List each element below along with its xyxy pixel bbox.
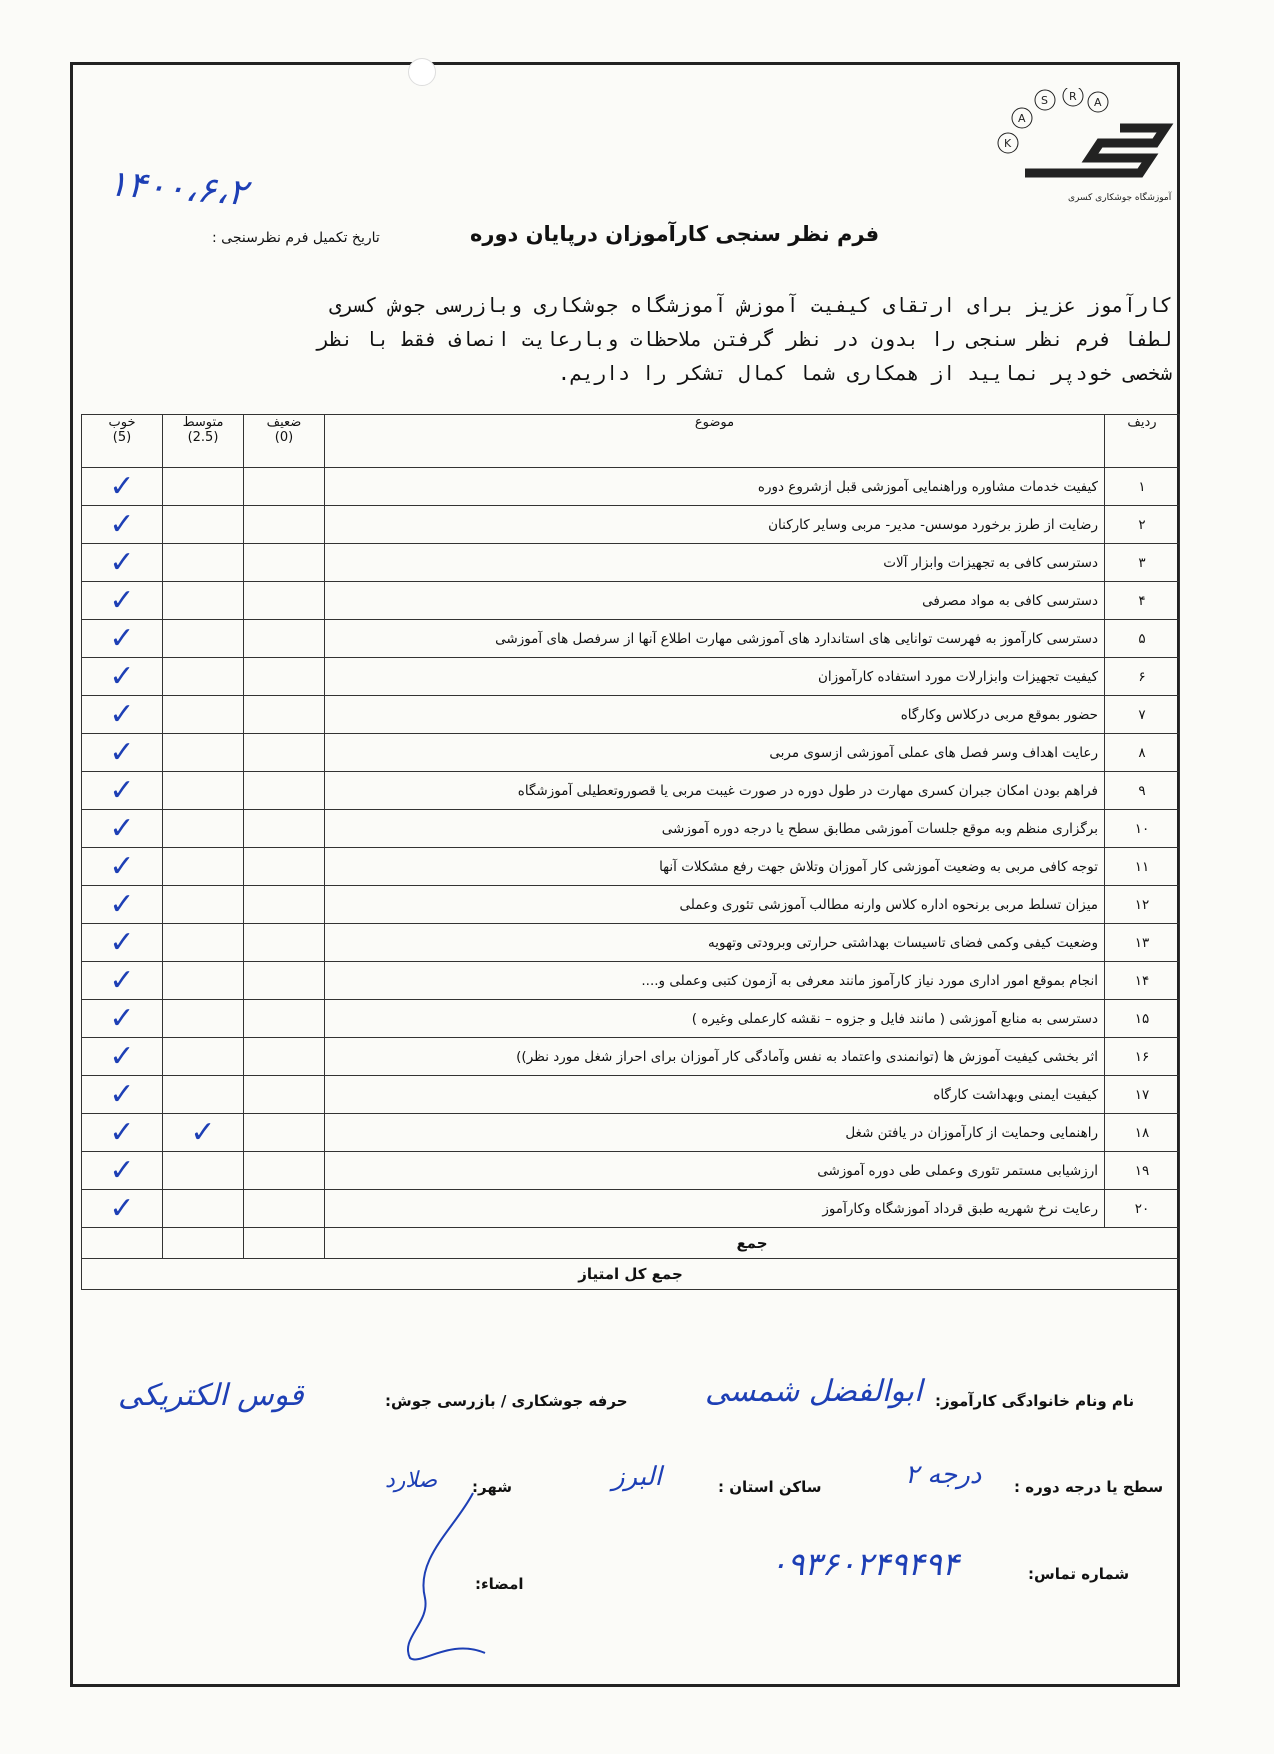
row-number: ۲۰ (1105, 1190, 1180, 1228)
row-topic: اثر بخشی کیفیت آموزش ها (توانمندی واعتماد به نفس وآمادگی کار آموزان برای احراز شغل مورد نظر)) (325, 1038, 1105, 1076)
city-value: صلارد (385, 1468, 438, 1493)
sign-label: امضاء: (475, 1575, 524, 1593)
table-row (82, 1190, 1180, 1228)
province-label: ساکن استان : (718, 1478, 822, 1496)
row-medium-cell[interactable] (163, 1038, 244, 1076)
logo-subtitle: آموزشگاه جوشکاری کسری (1068, 193, 1172, 203)
table-header-row (82, 415, 1180, 468)
table-row (82, 658, 1180, 696)
punch-hole (408, 58, 436, 86)
header-topic: موضوع (325, 415, 1105, 468)
phone-value: ۰۹۳۶۰۲۴۹۴۹۴ (770, 1545, 960, 1583)
row-good-cell[interactable]: ✓ (82, 658, 163, 696)
row-weak-cell[interactable] (244, 696, 325, 734)
row-medium-cell[interactable] (163, 1152, 244, 1190)
table-row (82, 1114, 1180, 1152)
table-row (82, 924, 1180, 962)
total-row (82, 1259, 1180, 1290)
header-medium: متوسط (2.5) (163, 415, 244, 468)
row-topic: برگزاری منظم وبه موقع جلسات آموزشی مطابق سطح یا درجه دوره آموزشی (325, 810, 1105, 848)
header-row-number: ردیف (1105, 415, 1180, 468)
row-topic: دسترسی کافی به تجهیزات وابزار آلات (325, 544, 1105, 582)
row-good-cell[interactable]: ✓ (82, 468, 163, 506)
row-medium-cell[interactable] (163, 696, 244, 734)
row-number: ۵ (1105, 620, 1180, 658)
sum-row (82, 1228, 1180, 1259)
row-topic: رضایت از طرز برخورد موسس- مدیر- مربی وسایر کارکنان (325, 506, 1105, 544)
row-number: ۱۵ (1105, 1000, 1180, 1038)
row-number: ۳ (1105, 544, 1180, 582)
row-medium-cell[interactable] (163, 1000, 244, 1038)
row-topic: دسترسی کافی به مواد مصرفی (325, 582, 1105, 620)
row-weak-cell[interactable] (244, 810, 325, 848)
row-number: ۹ (1105, 772, 1180, 810)
row-good-cell[interactable]: ✓ (82, 924, 163, 962)
row-weak-cell[interactable] (244, 734, 325, 772)
row-weak-cell[interactable] (244, 1076, 325, 1114)
row-good-cell[interactable]: ✓ (82, 1190, 163, 1228)
table-row (82, 1000, 1180, 1038)
sum-medium (163, 1228, 244, 1259)
table-row (82, 810, 1180, 848)
row-number: ۱۶ (1105, 1038, 1180, 1076)
table-row (82, 886, 1180, 924)
table-row (82, 1076, 1180, 1114)
row-good-cell[interactable]: ✓ (82, 1152, 163, 1190)
logo-letter: R (1069, 90, 1077, 103)
row-medium-cell[interactable] (163, 658, 244, 696)
row-topic: انجام بموقع امور اداری مورد نیاز کارآموز مانند معرفی به آزمون کتبی وعملی و.... (325, 962, 1105, 1000)
row-topic: وضعیت کیفی وکمی فضای تاسیسات بهداشتی حرارتی وبرودتی وتهویه (325, 924, 1105, 962)
row-good-cell[interactable]: ✓ (82, 506, 163, 544)
row-medium-cell[interactable] (163, 810, 244, 848)
row-medium-cell[interactable] (163, 886, 244, 924)
row-good-cell[interactable]: ✓ (82, 1076, 163, 1114)
table-row (82, 734, 1180, 772)
date-label: تاریخ تکمیل فرم نظرسنجی : (212, 230, 380, 246)
row-topic: ارزشیابی مستمر تئوری وعملی طی دوره آموزشی (325, 1152, 1105, 1190)
row-weak-cell[interactable] (244, 1114, 325, 1152)
row-medium-cell[interactable] (163, 772, 244, 810)
sum-good (82, 1228, 163, 1259)
row-number: ۱۳ (1105, 924, 1180, 962)
header-good: خوب (5) (82, 415, 163, 468)
row-medium-cell[interactable] (163, 506, 244, 544)
table-row (82, 544, 1180, 582)
row-good-cell[interactable]: ✓ (82, 582, 163, 620)
sum-label: جمع (325, 1228, 1180, 1259)
row-topic: حضور بموقع مربی درکلاس وکارگاه (325, 696, 1105, 734)
row-good-cell[interactable]: ✓ (82, 772, 163, 810)
table-row (82, 772, 1180, 810)
row-topic: میزان تسلط مربی برنحوه اداره کلاس وارنه مطالب آموزشی تئوری وعملی (325, 886, 1105, 924)
row-good-cell[interactable]: ✓ (82, 962, 163, 1000)
table-row (82, 962, 1180, 1000)
row-number: ۱۷ (1105, 1076, 1180, 1114)
row-good-cell[interactable]: ✓ (82, 620, 163, 658)
intro-line: شخصی خودپر نمایید از همکاری شما کمال تشکر را داریم. (557, 361, 1172, 385)
row-number: ۲ (1105, 506, 1180, 544)
row-topic: فراهم بودن امکان جبران کسری مهارت در طول دوره در صورت غیبت مربی یا قصوروتعطیلی آموزشگاه (325, 772, 1105, 810)
level-label: سطح یا درجه دوره : (1014, 1478, 1164, 1496)
row-topic: رعایت اهداف وسر فصل های عملی آموزشی ازسوی مربی (325, 734, 1105, 772)
sum-weak (244, 1228, 325, 1259)
table-row (82, 848, 1180, 886)
survey-table (81, 414, 1180, 1290)
date-value: ۱۴۰۰،۶،۲ (106, 163, 249, 214)
header-weak: ضعیف (0) (244, 415, 325, 468)
row-medium-cell[interactable] (163, 1076, 244, 1114)
row-good-cell[interactable]: ✓ (82, 886, 163, 924)
row-weak-cell[interactable] (244, 620, 325, 658)
row-weak-cell[interactable] (244, 1152, 325, 1190)
row-number: ۷ (1105, 696, 1180, 734)
kasra-logo (980, 88, 1180, 218)
row-topic: توجه کافی مربی به وضعیت آموزشی کار آموزان وتلاش جهت رفع مشکلات آنها (325, 848, 1105, 886)
row-good-cell[interactable]: ✓ (82, 1038, 163, 1076)
row-topic: دسترسی به منابع آموزشی ( مانند فایل و جزوه – نقشه کارعملی وغیره ) (325, 1000, 1105, 1038)
table-row (82, 1038, 1180, 1076)
level-value: درجه ۲ (905, 1460, 982, 1490)
row-medium-cell[interactable] (163, 582, 244, 620)
trade-label: حرفه جوشکاری / بازرسی جوش: (385, 1392, 628, 1410)
logo-letter: S (1041, 94, 1048, 107)
row-weak-cell[interactable] (244, 468, 325, 506)
row-medium-cell[interactable] (163, 468, 244, 506)
row-number: ۱۰ (1105, 810, 1180, 848)
table-row (82, 582, 1180, 620)
row-weak-cell[interactable] (244, 506, 325, 544)
row-weak-cell[interactable] (244, 886, 325, 924)
row-weak-cell[interactable] (244, 1000, 325, 1038)
row-medium-cell[interactable] (163, 848, 244, 886)
row-medium-cell[interactable] (163, 924, 244, 962)
row-weak-cell[interactable] (244, 924, 325, 962)
row-number: ۱ (1105, 468, 1180, 506)
row-medium-cell[interactable] (163, 962, 244, 1000)
row-topic: کیفیت خدمات مشاوره وراهنمایی آموزشی قبل ازشروع دوره (325, 468, 1105, 506)
intro-line: لطفا فرم نظر سنجی را بدون در نظر گرفتن ملاحظات وبارعایت انصاف فقط با نظر (317, 327, 1172, 351)
row-good-cell[interactable]: ✓ (82, 544, 163, 582)
total-label: جمع کل امتیاز (82, 1259, 1180, 1290)
table-row (82, 468, 1180, 506)
row-good-cell[interactable]: ✓ (82, 1000, 163, 1038)
row-weak-cell[interactable] (244, 1038, 325, 1076)
table-row (82, 506, 1180, 544)
row-number: ۱۱ (1105, 848, 1180, 886)
intro-line: کارآموز عزیز برای ارتقای کیفیت آموزش آموزشگاه جوشکاری وبازرسی جوش کسری (329, 293, 1172, 317)
row-number: ۴ (1105, 582, 1180, 620)
row-number: ۸ (1105, 734, 1180, 772)
intro-text (108, 288, 1172, 390)
row-medium-cell[interactable] (163, 1190, 244, 1228)
row-good-cell[interactable]: ✓ (82, 848, 163, 886)
logo-letter: K (1004, 137, 1012, 150)
name-value: ابوالفضل شمسی (705, 1374, 923, 1409)
row-weak-cell[interactable] (244, 772, 325, 810)
row-number: ۶ (1105, 658, 1180, 696)
row-weak-cell[interactable] (244, 582, 325, 620)
logo-letter: A (1094, 96, 1102, 109)
name-label: نام ونام خانوادگی کارآموز: (935, 1392, 1135, 1410)
table-row (82, 620, 1180, 658)
row-number: ۱۲ (1105, 886, 1180, 924)
trade-value: قوس الکتریکی (118, 1378, 304, 1413)
table-row (82, 1152, 1180, 1190)
row-medium-cell[interactable]: ✓ (163, 1114, 244, 1152)
row-topic: دسترسی کارآموز به فهرست توانایی های استاندارد های آموزشی مهارت اطلاع آنها از سرفصل های آموزشی (325, 620, 1105, 658)
logo-letter: A (1018, 112, 1026, 125)
row-number: ۱۴ (1105, 962, 1180, 1000)
province-value: البرز (612, 1462, 662, 1492)
row-number: ۱۹ (1105, 1152, 1180, 1190)
row-weak-cell[interactable] (244, 848, 325, 886)
row-good-cell[interactable]: ✓ (82, 696, 163, 734)
row-topic: راهنمایی وحمایت از کارآموزان در یافتن شغل (325, 1114, 1105, 1152)
phone-label: شماره تماس: (1028, 1565, 1130, 1583)
row-weak-cell[interactable] (244, 544, 325, 582)
row-weak-cell[interactable] (244, 962, 325, 1000)
row-medium-cell[interactable] (163, 544, 244, 582)
signature-mark (395, 1488, 505, 1668)
row-number: ۱۸ (1105, 1114, 1180, 1152)
city-label: شهر: (472, 1478, 512, 1496)
row-weak-cell[interactable] (244, 1190, 325, 1228)
row-weak-cell[interactable] (244, 658, 325, 696)
table-row (82, 696, 1180, 734)
form-title: فرم نظر سنجی کارآموزان درپایان دوره (470, 222, 880, 246)
row-topic: رعایت نرخ شهریه طبق قرداد آموزشگاه وکارآموز (325, 1190, 1105, 1228)
row-good-cell[interactable]: ✓ (82, 810, 163, 848)
row-medium-cell[interactable] (163, 620, 244, 658)
row-medium-cell[interactable] (163, 734, 244, 772)
row-good-cell[interactable]: ✓ (82, 1114, 163, 1152)
row-topic: کیفیت تجهیزات وابزارلات مورد استفاده کارآموزان (325, 658, 1105, 696)
row-topic: کیفیت ایمنی وبهداشت کارگاه (325, 1076, 1105, 1114)
row-good-cell[interactable]: ✓ (82, 734, 163, 772)
